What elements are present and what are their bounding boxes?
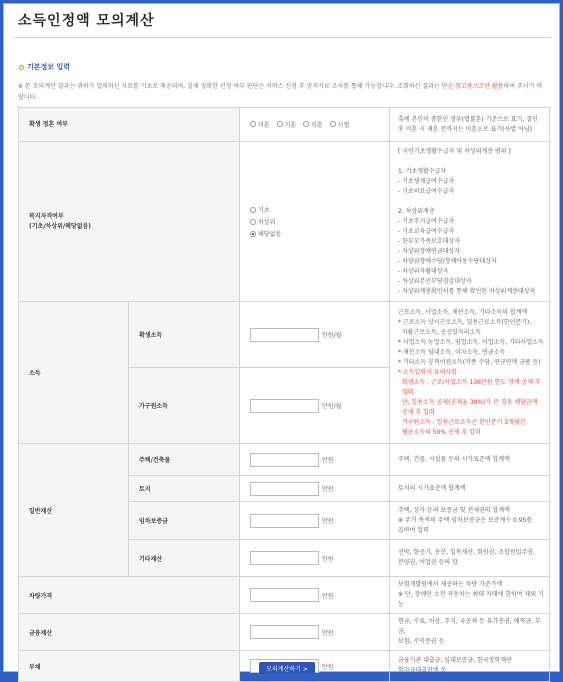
welfare-label [19, 142, 240, 302]
earned-income-row [19, 302, 550, 368]
welfare-desc [390, 142, 550, 302]
marriage-radio-label: 미혼 [258, 121, 270, 129]
debt-desc: 금융기관 대출금, 임대보증금, 한국장학재단 학자금대출잔액 등 [390, 651, 550, 682]
debt-label: 부채 [19, 651, 240, 682]
finance-unit: 만원 [322, 629, 334, 637]
welfare-desc-line: - 기초주거급여수급자 [398, 217, 455, 225]
earned-income-unit: 만원/월 [322, 332, 342, 339]
income-desc-line: * 기타소득 공적이전소득(각종 수당, 연금연액 금품 등) [398, 358, 541, 366]
asset-row-0 [19, 444, 550, 476]
income-desc-line: 근로소득, 사업소득, 재산소득, 기타소득의 합계액 [398, 308, 528, 316]
welfare-desc-line: - 기초의료급여수급자 [398, 187, 455, 195]
income-desc-line: 입력 [398, 388, 414, 396]
welfare-desc-line: - 기초생계급여수급자 [398, 177, 455, 185]
welfare-desc-line: 2. 차상위계층 [398, 207, 435, 215]
welfare-desc-line [398, 157, 545, 167]
title-divider [14, 37, 551, 38]
radio-circle-icon [277, 121, 283, 127]
earned-income-label: 확생소득 [129, 302, 240, 368]
family-income-input[interactable] [250, 399, 319, 413]
radio-circle-icon [330, 121, 336, 127]
radio-circle-icon [250, 219, 256, 225]
welfare-desc-line: - 차상위자활대상자 [398, 267, 449, 275]
welfare-radio-label: 해당없음 [258, 231, 282, 238]
land-input[interactable] [250, 482, 319, 496]
deposit-input[interactable] [250, 514, 319, 528]
income-desc-line: 자활근로소득, 공공일자리소득 [398, 328, 481, 336]
income-desc-line: * 소득입력시 유의사항 [398, 368, 457, 376]
debt-unit: 만원 [322, 663, 334, 671]
welfare-desc-line: - 기초교육급여수급자 [398, 227, 455, 235]
welfare-desc-line: - 차상위장애수당/장애아동수당대상자 [398, 257, 497, 265]
welfare-desc-line [398, 197, 545, 207]
marriage-radio-1[interactable] [277, 120, 297, 129]
welfare-label-1: 복지자격여부 [29, 212, 64, 220]
marriage-row [19, 108, 550, 142]
notice-text [18, 81, 546, 103]
asset-desc-0: 주택, 건물, 시설물 등의 시가표준액 합계액 [390, 444, 550, 476]
welfare-desc-line: - 한부모가족보호대상자 [398, 237, 461, 245]
family-income-label: 가구원소득 [129, 368, 240, 444]
marriage-radio-3[interactable] [330, 120, 350, 129]
asset-label-1: 토지 [129, 476, 240, 502]
welfare-radio-label: 기초 [258, 207, 270, 214]
finance-label: 금융재산 [19, 614, 240, 651]
marriage-radio-2[interactable] [303, 120, 323, 129]
assets-label: 일반재산 [19, 444, 129, 577]
income-desc-line: * 사업소득 농업소득, 임업소득, 어업소득, 기타사업소득 [398, 338, 544, 346]
page-title: 소득인정액 모의계산 [18, 13, 155, 29]
income-desc [390, 302, 550, 444]
deposit-unit: 만원 [322, 518, 334, 525]
calculate-button[interactable]: 모의계산하기 > [259, 662, 315, 674]
income-desc-line: 공제 후 입력 [398, 408, 435, 416]
radio-circle-icon [303, 121, 309, 127]
welfare-desc-line: - 차상위장애연금대상자 [398, 247, 461, 255]
welfare-radio-0[interactable] [250, 205, 382, 214]
income-desc-line: * 근로소득 상시근로소득, 일용근로소득(한인분기), [398, 318, 532, 326]
bullet-icon [19, 65, 24, 70]
marriage-radio-label: 기혼 [284, 121, 297, 129]
asset-label-0: 주택/건축물 [129, 444, 240, 476]
car-input[interactable] [250, 588, 319, 602]
welfare-desc-line: 1. 기초생활수급자 [398, 167, 447, 175]
welfare-label-2: (기초/차상위/해당없음) [29, 222, 92, 230]
housing-unit: 만원 [322, 457, 334, 464]
marriage-radio-label: 사별 [337, 121, 350, 129]
welfare-desc-line: - 차상위본인부담경감대상자 [398, 277, 472, 285]
welfare-radio-2[interactable] [250, 229, 382, 238]
income-desc-line: * 재산소득 임대소득, 이자소득, 연금소득 [398, 348, 506, 356]
finance-input[interactable] [250, 625, 319, 639]
welfare-desc-line: - 차상위계층확인서를 통해 확인된 차상위계층대상자 [398, 287, 536, 295]
radio-circle-icon [250, 121, 256, 127]
car-desc: 보험개발원에서 제공하는 차량 가준가액 ※ 단, 장애인 소전 자동차는 최대 지대에 한하여 제외 기능 [390, 577, 550, 614]
asset-desc-1: 토지의 시가표준액 합계액 [390, 476, 550, 502]
income-desc-line: 가구원소득 : 일용근로소득은 한인분기 3개월간 [398, 418, 526, 426]
asset-label-3: 기타재산 [129, 540, 240, 577]
other-asset-input[interactable] [250, 551, 319, 565]
asset-label-2: 임차보증금 [129, 502, 240, 540]
income-desc-line: 평균소득의 50% 공제 후 입력 [398, 428, 481, 436]
welfare-options [240, 142, 390, 302]
income-label: 소득 [19, 302, 129, 444]
notice-highlight: 단순 참고용으로만 활용 [441, 83, 504, 90]
housing-input[interactable] [250, 453, 319, 467]
finance-row [19, 614, 550, 651]
welfare-row [19, 142, 550, 302]
income-desc-line: 확생소득 : 근로/사업소득 136만원 한도 정액 공제 후 [398, 378, 541, 386]
marriage-options [240, 108, 390, 142]
marriage-radio-0[interactable] [250, 120, 270, 129]
car-label: 차량가격 [19, 577, 240, 614]
marriage-desc: 혹에 본인이 중한인 경우(법률혼) 기준으로 표기, 결인 후 이혼 시 재혼 전까지는 이혼으로 표기(사별 아님) [390, 108, 550, 142]
section-title: 기본정보 입력 [27, 63, 71, 71]
car-row [19, 577, 550, 614]
asset-desc-2: 주택, 상가 등의 보증금 및 전세권의 합계액 ※ 주거 목적의 주택 임차보증금은 보증계수 0.95를 곱하여 입력 [390, 502, 550, 540]
income-desc-line: 단, 일용소득 공제(공제율 30%)가 큰 경우 해당금액 [398, 398, 538, 406]
marriage-label: 확생 정혼 여부 [19, 108, 240, 142]
other-asset-unit: 만원 [322, 555, 334, 563]
marriage-radio-label: 이혼 [311, 121, 323, 129]
input-table [18, 107, 550, 682]
welfare-radio-1[interactable] [250, 217, 382, 226]
finance-desc: 현금, 수표, 어음, 주식, 국공채 등 유가증권, 예적금, 부금, 보험, 수익증권 등 [390, 614, 550, 651]
welfare-radio-label: 차상위 [258, 219, 276, 226]
asset-desc-3: 선박, 항공기, 동산, 입목재산, 회원권, 조합원입주권, 분양권, 어업권 등의 합 [390, 540, 550, 577]
earned-income-input[interactable] [250, 328, 319, 342]
radio-circle-icon [250, 207, 256, 213]
radio-circle-icon [250, 231, 256, 237]
main-frame [3, 3, 560, 672]
welfare-desc-line: [ 국민기초생활수급자 및 차상위계층 범위 ] [398, 147, 511, 155]
family-income-unit: 만원/월 [322, 403, 342, 410]
section-header [19, 62, 70, 72]
car-unit: 만원 [322, 592, 334, 600]
notice-part-1: ※ 본 모의계산 결과는 귀하가 입력하신 자료를 기초로 제공되며, 실제 정확한 선정 여부 판단은 서비스 신청 후 공적자료 조사를 통해 가능합니다. 조회하신 결과는 [18, 83, 440, 90]
notice-part-2: 하여 주시기 바랍니다. [18, 83, 543, 101]
land-unit: 만원 [322, 486, 334, 493]
